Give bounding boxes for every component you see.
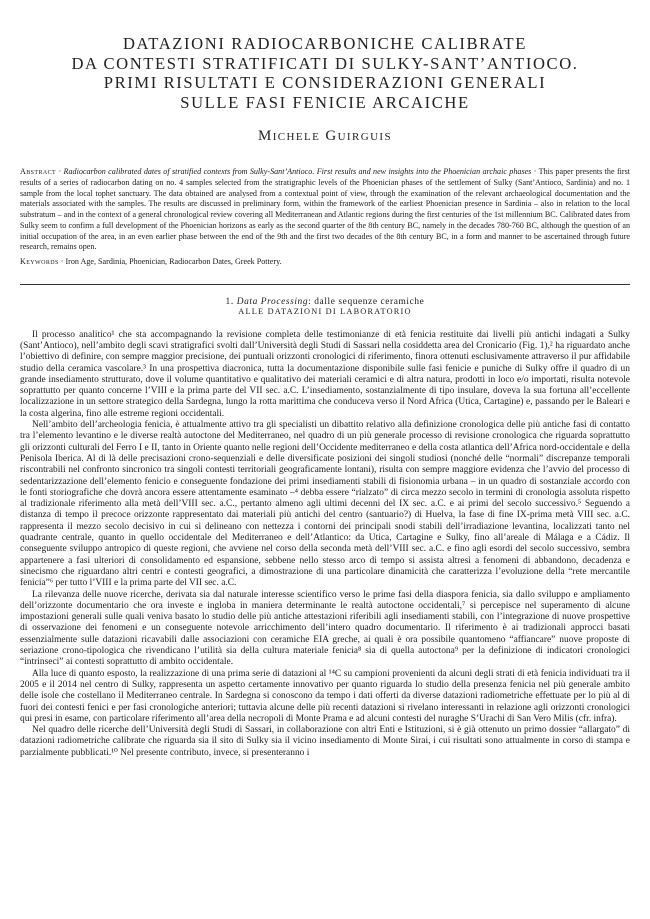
article-title <box>20 34 630 112</box>
paragraph: Alla luce di quanto esposto, la realizzazione di una prima serie di datazioni al ¹⁴C su campioni provenienti da alcuni degli strati di età fenicia individuati tra il 2005 e il 2014 nel centro di Sulky, rappresenta un aspetto certamente innovativo per quanto riguarda lo studio della presenza fenicia nel più generale ambito delle isole che costellano il Mediterraneo centrale. In Sardegna si conoscono da tempo i dati offerti da diverse datazioni radiometriche effettuate per lo più al di fuori dei contesti fenici e per fasi cronologiche anteriori; tuttavia alcune delle più recenti datazioni si rivelano interessanti in relazione agli orizzonti cronologici qui presi in esame, con particolare riferimento all’area della necropoli di Monte Prama e ad alcuni contesti del nuraghe S’Urachi di San Vero Milis (cfr. infra). <box>20 668 630 724</box>
abstract: Abstract · Radiocarbon calibrated dates of stratified contexts from Sulky-Sant’Antioco. First results and new insights into the Phoenician archaic phases · This paper presents the first results of a series of radiocarbon dating on no. 4 samples selected from the stratigraphic levels of the Phoenician phases of the settlement of Sulky (Sant’Antioco, Sardinia) and no. 1 sample from the local tophet sanctuary. The data obtained are analysed from a contextual point of view, through the examination of the relevant archaeological documentation and the materials associated with the samples. The results are discussed in preliminary form, within the framework of the earliest Phoenician presence in Sardinia – also in relation to the local substratum – and in the context of a general chronological review covering all Mediterranean and Atlantic regions during the first centuries of the 1st millennium BC. Calibrated dates from Sulky seem to confirm a full development of the Phoenician horizons as early as the second quarter of the 8th century BC, namely in the decades 780-760 BC, although the question of an initial occupation of the area, in an even earlier phase between the end of the 9th and the first two decades of the 8th century BC, in a form and manner to be ascertained through future research, remains open. <box>20 167 630 252</box>
abstract-english-title: Radiocarbon calibrated dates of stratified contexts from Sulky-Sant’Antioco. First results and new insights into the Phoenician archaic phases <box>63 167 532 177</box>
section-subtitle: ALLE DATAZIONI DI LABORATORIO <box>238 306 412 316</box>
abstract-text: This paper presents the first results of a series of radiocarbon dating on no. 4 samples selected from the stratigraphic levels of the Phoenician phases of the settlement of Sulky (Sant’Antioco, Sardinia) and no. 1 sample from the local tophet sanctuary. The data obtained are analysed from a contextual point of view, through the examination of the relevant archaeological documentation and the materials associated with the samples. The results are discussed in preliminary form, within the framework of the earliest Phoenician presence in Sardinia – also in relation to the local substratum – and in the context of a general chronological review covering all Mediterranean and Atlantic regions during the first centuries of the 1st millennium BC. Calibrated dates from Sulky seem to confirm a full development of the Phoenician horizons as early as the second quarter of the 8th century BC, namely in the decades 780-760 BC, although the question of an initial occupation of the area, in an even earlier phase between the end of the 9th and the first two decades of the 8th century BC, in a form and manner to be ascertained through future research, remains open. <box>20 167 630 252</box>
section-heading <box>20 297 630 316</box>
author-name: Michele Guirguis <box>257 128 393 145</box>
title-line: PRIMI RISULTATI E CONSIDERAZIONI GENERALI <box>103 73 547 93</box>
title-line: DATAZIONI RADIOCARBONICHE CALIBRATE <box>122 34 528 53</box>
section-number: 1. <box>225 296 234 307</box>
keywords-text: Iron Age, Sardinia, Phoenician, Radiocarbon Dates, Greek Pottery. <box>65 257 282 266</box>
paragraph: Nel quadro delle ricerche dell’Università degli Studi di Sassari, in collaborazione con altri Enti e Istituzioni, si è già ottenuto un primo dossier “allargato” di datazioni radiometriche calibrate che riguarda sia il sito di Sulky sia il vicino insediamento di Monte Sirai, i cui risultati sono attualmente in corso di stampa e parzialmente pubblicati.¹⁰ Nel presente contributo, invece, si presenteranno i <box>20 725 630 758</box>
section-title-italic: Data Processing <box>236 296 309 307</box>
section-title-rest: : dalle sequenze ceramiche <box>308 296 425 307</box>
keywords-label: Keywords <box>20 257 59 266</box>
body-text <box>20 330 630 759</box>
title-line: SULLE FASI FENICIE ARCAICHE <box>180 92 470 112</box>
paragraph: La rilevanza delle nuove ricerche, derivata sia dal naturale interesse scientifico verso le prime fasi della diaspora fenicia, sia dallo sviluppo e ampliamento dell’orizzonte documentario che ora investe e ingloba in maniera determinante le realtà autoctone occidentali,⁷ si percepisce nel superamento di alcune impostazioni generali sulle quali veniva basato lo studio delle più antiche attestazioni riferibili agli insediamenti stabili, con l’integrazione di nuove prospettive di osservazione dei fenomeni e un conseguente notevole arricchimento dell’intero quadro documentario. Il riferimento è ai tradizionali approcci basati essenzialmente sulle datazioni ricavabili dalle associazioni con ceramiche EIA greche, ai quali è ora possibile quantomeno “affiancare” nuove proposte di seriazione crono-tipologica che rivendicano l’utilità sia della cultura materiale fenicia⁸ sia di quella autoctona⁹ per la definizione di indicatori cronologici “intrinseci” ai contesti soprattutto di ambito occidentale. <box>20 589 630 668</box>
divider <box>20 284 630 285</box>
abstract-label: Abstract <box>20 167 57 177</box>
title-line: DA CONTESTI STRATIFICATI DI SULKY-SANT’ANTIOCO. <box>71 53 579 73</box>
paragraph: Il processo analitico¹ che sta accompagnando la revisione completa delle testimonianze di età fenicia restituite dai livelli più antichi indagati a Sulky (Sant’Antioco), nell’ambito degli scavi stratigrafici svolti dall’Università degli Studi di Sassari nella cosiddetta area del Cronicario (Fig. 1),² ha riguardato anche l’obiettivo di definire, con sempre maggior precisione, dei puntuali orizzonti cronologici di riferimento, finora ottenuti esclusivamente attraverso il pur affidabile studio della ceramica vascolare.³ In una prospettiva diacronica, tutta la documentazione disponibile sulle fasi fenicie e puniche di Sulky offre il quadro di un grande insediamento strutturato, dove il volume quantitativo e qualitativo dei materiali ceramici e di altra natura, prodotti in loco e/o importati, risulta notevole soprattutto per quanto concerne l’VIII e la prima parte del VII sec. a.C. L’insediamento, sostanzialmente di tipo insulare, doveva la sua fortuna all’eccellente localizzazione in un settore strategico della Sardegna, lungo la rotta marittima che conduceva verso il Nord Africa (Utica, Cartagine) e, passando per le Baleari e la costa algerina, fino alle estreme regioni occidentali. <box>20 329 630 419</box>
keywords: Keywords · Iron Age, Sardinia, Phoenician, Radiocarbon Dates, Greek Pottery. <box>20 257 282 266</box>
paragraph: Nell’ambito dell’archeologia fenicia, è attualmente attivo tra gli specialisti un dibattito relativo alla definizione cronologica delle più antiche fasi di contatto tra l’elemento levantino e le diverse realtà autoctone del Mediterraneo, nel quadro di un più generale processo di revisione cronologica che riguarda soprattutto gli orizzonti culturali del Ferro I e II, tanto in Oriente quanto nelle regioni dell’Occidente mediterraneo e della costa atlantica dell’Africa nord-occidentale e della Penisola Iberica. Al di là delle precisazioni crono-sequenziali e delle diversificate posizioni dei singoli studiosi (nonché delle “normali” discrepanze temporali riscontrabili nel confronto sincronico tra singoli contesti territoriali geograficamente lontani), risulta con sempre maggiore evidenza che l’avvio del processo di sedentarizzazione dell’elemento fenicio e conseguente fondazione dei primi insediamenti stabili di fisionomia urbana – in un quadro di sostanziale accordo con le fonti storiografiche che dovrà ancora essere attentamente esaminato –⁴ debba essere “rialzato” di circa mezzo secolo in termini di cronologia assoluta rispetto al tradizionale riferimento alla metà dell’VIII sec. a.C., pertanto almeno agli ultimi decenni del IX sec. a.C. e ai primi del secolo successivo.⁵ Seguendo a distanza di tempo il precoce orizzonte rappresentato dai materiali più antichi del centro (santuario?) di Huelva, la fase di fine IX-prima metà VIII sec. a.C. rappresenta il mezzo secolo decisivo in cui si delineano con nettezza i contorni dei principali snodi stabili dell’irradiazione levantina, localizzati tanto nel quadrante centrale, quanto in quello occidentale del Mediterraneo e dell’Atlantico: da Utica, Cartagine e Sulky, fino all’areale di Málaga e a Cádiz. Il conseguente sviluppo antropico di queste regioni, che avviene nel corso della seconda metà dell’VIII sec. a.C. e fino agli esordi del secolo successivo, sembra appartenere a fasi ulteriori di consolidamento ed espansione, sebbene nello stesso arco di tempo si assista altresì a fenomeni di abbandono, decadenza e sinecismo che riguardano altri centri e contesti geografici, a dimostrazione di una particolare dinamicità che caratterizza l’evoluzione della “rete mercantile fenicia”⁶ per tutto l’VIII e la prima parte del VII sec. a.C. <box>20 420 630 589</box>
